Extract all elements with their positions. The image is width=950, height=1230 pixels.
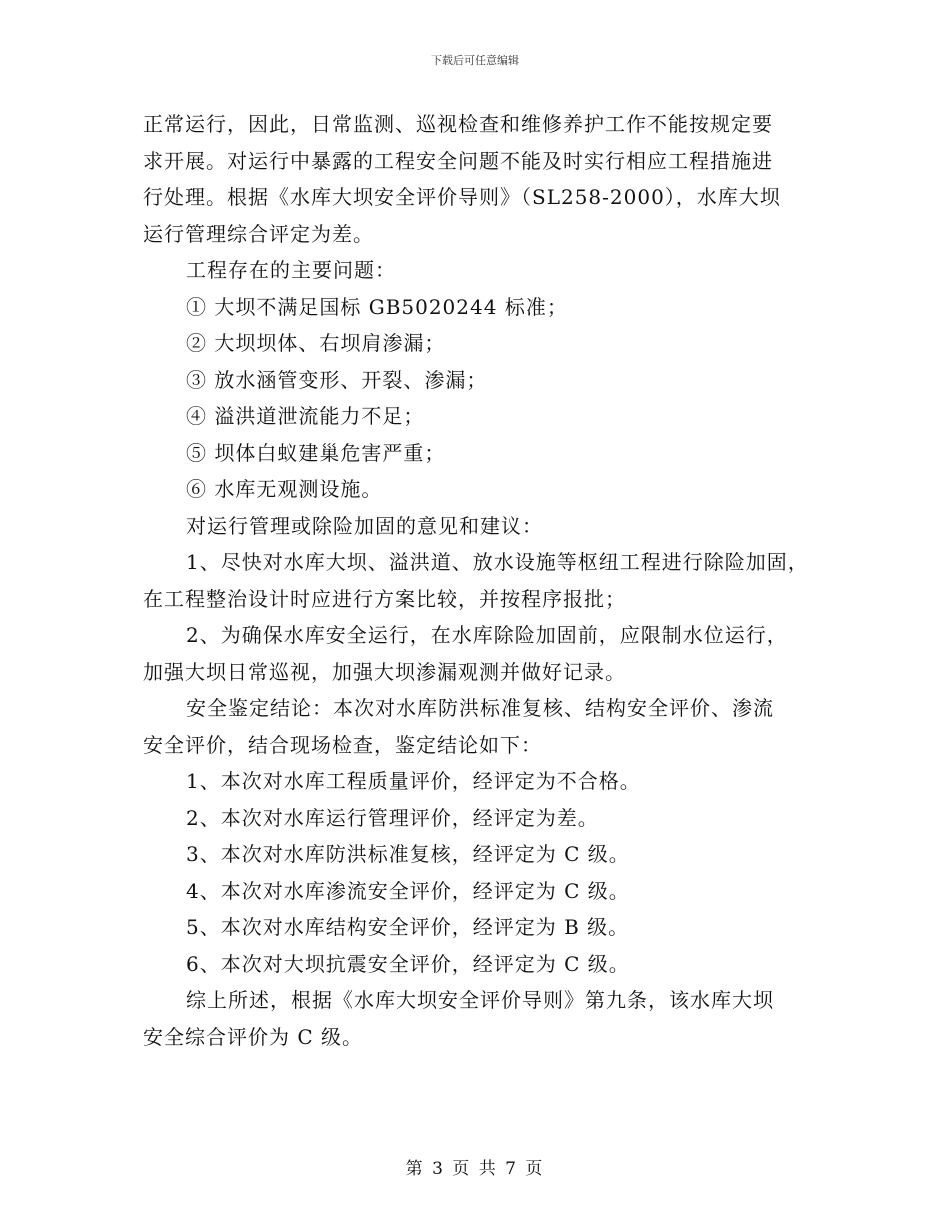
text-line: ③ 放水涵管变形、开裂、渗漏； xyxy=(186,367,488,392)
text-line: 1、尽快对水库大坝、溢洪道、放水设施等枢纽工程进行除险加固， xyxy=(186,550,809,574)
text-line: 工程存在的主要问题： xyxy=(186,258,396,282)
text-line: 2、本次对水库运行管理评价，经评定为差。 xyxy=(186,805,599,830)
text-line: 运行管理综合评定为差。 xyxy=(143,221,374,246)
page-header: 下载后可任意编辑 xyxy=(431,54,519,67)
text-line: 1、本次对水库工程质量评价，经评定为不合格。 xyxy=(186,769,641,793)
text-line: 加强大坝日常巡视，加强大坝渗漏观测并做好记录。 xyxy=(143,659,626,684)
text-line: 综上所述，根据《水库大坝安全评价导则》第九条，该水库大坝 xyxy=(186,988,774,1012)
document-body xyxy=(143,106,813,1055)
text-line: 安全综合评价为 C 级。 xyxy=(143,1024,364,1049)
text-line: 安全鉴定结论：本次对水库防洪标准复核、结构安全评价、渗流 xyxy=(186,696,774,720)
text-line: 6、本次对大坝抗震安全评价，经评定为 C 级。 xyxy=(186,951,630,976)
text-line: 在工程整治设计时应进行方案比较，并按程序报批； xyxy=(143,586,626,611)
text-line: 行处理。根据《水库大坝安全评价导则》（SL258-2000），水库大坝 xyxy=(143,185,781,209)
text-line: ① 大坝不满足国标 GB5020244 标准； xyxy=(186,294,568,319)
text-line: 2、为确保水库安全运行，在水库除险加固前，应限制水位运行， xyxy=(186,623,788,647)
text-line: ⑤ 坝体白蚁建巢危害严重； xyxy=(186,440,446,465)
text-line: 3、本次对水库防洪标准复核，经评定为 C 级。 xyxy=(186,842,630,866)
text-line: ② 大坝坝体、右坝肩渗漏； xyxy=(186,331,446,355)
text-line: 安全评价，结合现场检查，鉴定结论如下： xyxy=(143,732,542,757)
text-line: 正常运行，因此，日常监测、巡视检查和维修养护工作不能按规定要 xyxy=(143,112,773,136)
text-line: 求开展。对运行中暴露的工程安全问题不能及时实行相应工程措施进 xyxy=(143,148,773,173)
text-line: 4、本次对水库渗流安全评价，经评定为 C 级。 xyxy=(186,878,630,903)
text-line: ④ 溢洪道泄流能力不足； xyxy=(186,404,425,428)
text-line: 5、本次对水库结构安全评价，经评定为 B 级。 xyxy=(186,915,630,939)
text-line: 对运行管理或除险加固的意见和建议： xyxy=(186,513,543,538)
text-line: ⑥ 水库无观测设施。 xyxy=(186,477,383,501)
page-footer: 第 3 页 共 7 页 xyxy=(405,1159,545,1179)
